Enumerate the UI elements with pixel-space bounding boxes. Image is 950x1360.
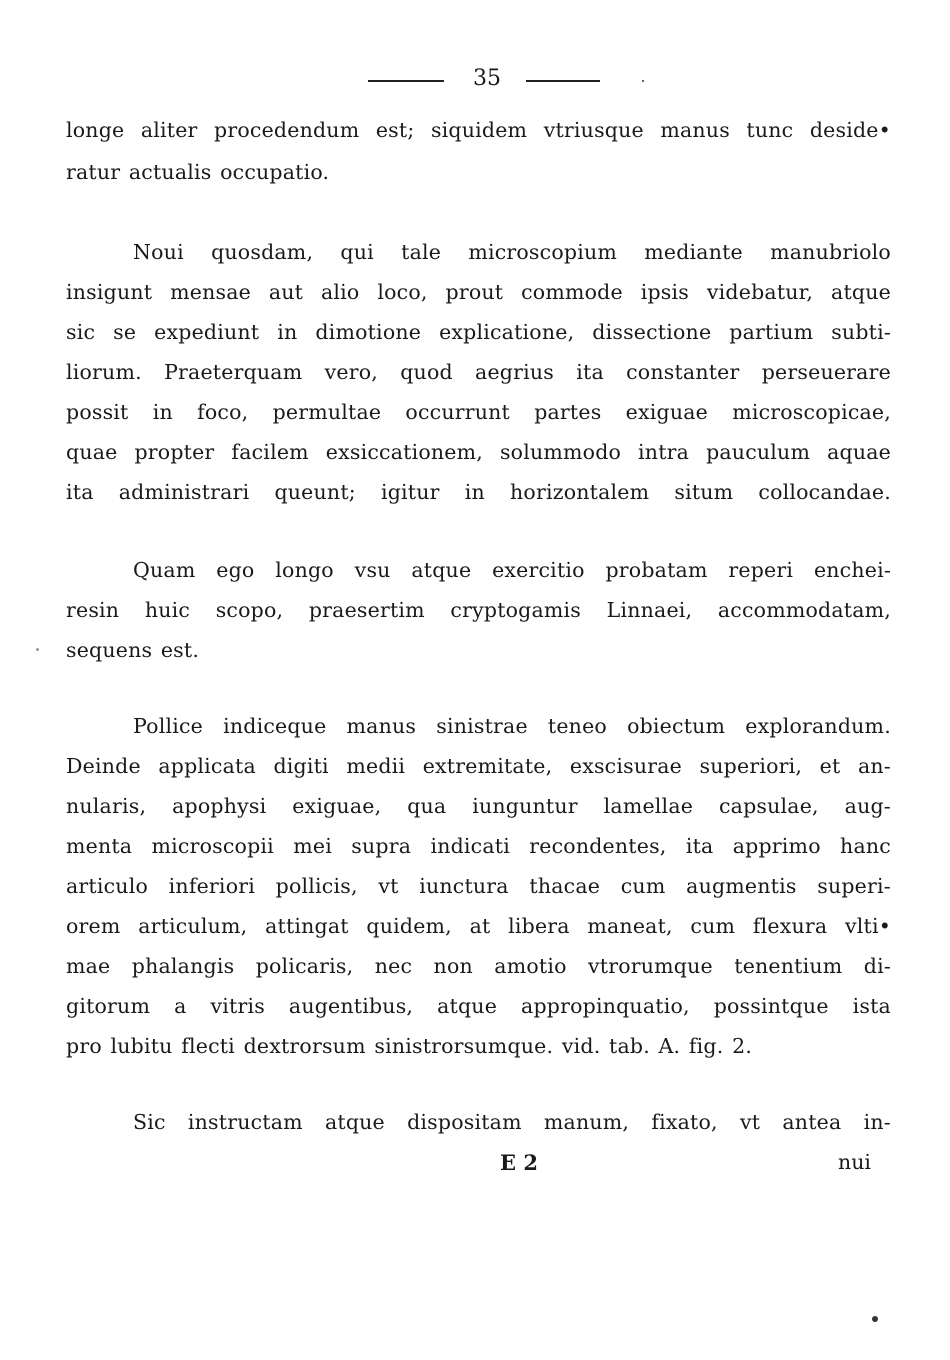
word: partium	[729, 320, 814, 344]
text-line	[66, 754, 891, 778]
word: situm	[674, 480, 734, 504]
word: exsiccationem,	[325, 440, 483, 464]
word: huic	[144, 598, 191, 622]
word: quidem,	[366, 914, 452, 938]
word: facilem	[231, 440, 309, 464]
word: iunctura	[419, 874, 509, 898]
word: extremitate,	[422, 754, 553, 778]
text-line	[66, 874, 891, 898]
page-header	[0, 66, 950, 96]
text-line	[133, 714, 891, 738]
word: Pollice	[133, 714, 203, 738]
word: Praeterquam	[164, 360, 303, 384]
word: procedendum	[214, 118, 360, 142]
word: vlti•	[844, 914, 891, 938]
word: qua	[407, 794, 447, 818]
word: A.	[658, 1034, 681, 1058]
word: instructam	[187, 1110, 303, 1134]
word: collocandae.	[758, 480, 891, 504]
word: sic	[66, 320, 96, 344]
word: ego	[216, 558, 255, 582]
word: vitris	[210, 994, 265, 1018]
word: quod	[400, 360, 453, 384]
word: pro	[66, 1034, 102, 1058]
text-line	[66, 1034, 891, 1058]
word: vero,	[324, 360, 378, 384]
word: superi-	[817, 874, 891, 898]
word: mediante	[644, 240, 743, 264]
word: flecti	[181, 1034, 235, 1058]
word: longo	[275, 558, 334, 582]
word: medii	[346, 754, 406, 778]
ink-speck	[872, 1316, 878, 1322]
word: se	[113, 320, 137, 344]
word: quae	[66, 440, 118, 464]
word: expediunt	[154, 320, 260, 344]
word: recondentes,	[529, 834, 667, 858]
word: gitorum	[66, 994, 151, 1018]
text-line	[66, 440, 891, 464]
word: tab.	[609, 1034, 650, 1058]
word: microscopicae,	[732, 400, 891, 424]
word: foco,	[197, 400, 249, 424]
word: alio	[321, 280, 360, 304]
word: prout	[445, 280, 504, 304]
word: qui	[340, 240, 374, 264]
word: Sic	[133, 1110, 166, 1134]
word: mei	[293, 834, 332, 858]
word: vid.	[561, 1034, 601, 1058]
text-line	[66, 794, 891, 818]
text-line	[66, 320, 891, 344]
word: apophysi	[172, 794, 267, 818]
word: di-	[863, 954, 891, 978]
word: aut	[268, 280, 304, 304]
word: propter	[134, 440, 215, 464]
text-line	[66, 638, 891, 662]
word: ista	[852, 994, 891, 1018]
word: indicati	[430, 834, 510, 858]
word: cum	[690, 914, 736, 938]
text-line	[66, 914, 891, 938]
word: manubriolo	[770, 240, 891, 264]
word: exiguae	[625, 400, 708, 424]
text-line	[133, 240, 891, 264]
word: partes	[534, 400, 602, 424]
text-line	[66, 834, 891, 858]
word: videbatur,	[706, 280, 814, 304]
word: teneo	[547, 714, 607, 738]
word: lamellae	[603, 794, 694, 818]
word: est.	[160, 638, 200, 662]
word: vt	[739, 1110, 761, 1134]
word: ita	[685, 834, 714, 858]
word: ratur	[66, 160, 121, 184]
word: est;	[375, 118, 415, 142]
word: liorum.	[66, 360, 142, 384]
word: at	[469, 914, 491, 938]
word: nularis,	[66, 794, 147, 818]
word: atque	[831, 280, 891, 304]
word: possintque	[713, 994, 829, 1018]
word: amotio	[494, 954, 567, 978]
text-line	[66, 994, 891, 1018]
word: insigunt	[66, 280, 153, 304]
word: solummodo	[499, 440, 622, 464]
word: scopo,	[215, 598, 284, 622]
word: tale	[401, 240, 442, 264]
word: explicatione,	[439, 320, 575, 344]
word: sinistrorsumque.	[374, 1034, 554, 1058]
header-rule-left	[368, 80, 444, 82]
word: sinistrae	[436, 714, 528, 738]
word: indiceque	[223, 714, 327, 738]
word: dissectione	[592, 320, 712, 344]
word: fig.	[688, 1034, 724, 1058]
word: enchei-	[813, 558, 891, 582]
word: intra	[638, 440, 690, 464]
word: reperi	[728, 558, 794, 582]
word: sequens	[66, 638, 153, 662]
word: augentibus,	[288, 994, 414, 1018]
text-line	[133, 1110, 891, 1134]
word: manus	[346, 714, 417, 738]
catchword: nui	[838, 1150, 871, 1174]
word: manum,	[543, 1110, 630, 1134]
word: explorandum.	[745, 714, 891, 738]
word: mae	[66, 954, 111, 978]
ink-speck	[642, 80, 644, 82]
text-line	[66, 118, 891, 142]
word: constanter	[626, 360, 740, 384]
word: mensae	[170, 280, 251, 304]
text-line	[66, 360, 891, 384]
word: applicata	[158, 754, 256, 778]
page-number: 35	[473, 66, 501, 91]
word: exercitio	[492, 558, 585, 582]
word: occurrunt	[405, 400, 510, 424]
word: fixato,	[651, 1110, 718, 1134]
word: Deinde	[66, 754, 141, 778]
word: aquae	[827, 440, 891, 464]
word: in	[277, 320, 298, 344]
word: occupatio.	[220, 160, 330, 184]
word: capsulae,	[718, 794, 819, 818]
word: pauculum	[706, 440, 811, 464]
word: attingat	[265, 914, 349, 938]
word: inferiori	[168, 874, 255, 898]
text-line	[133, 558, 891, 582]
word: antea	[782, 1110, 842, 1134]
word: maneat,	[587, 914, 673, 938]
word: actualis	[128, 160, 212, 184]
word: commode	[521, 280, 623, 304]
word: deside•	[809, 118, 891, 142]
word: in	[152, 400, 173, 424]
word: superiori,	[699, 754, 803, 778]
word: ipsis	[640, 280, 689, 304]
word: ita	[66, 480, 94, 504]
word: in	[464, 480, 485, 504]
word: Quam	[133, 558, 196, 582]
word: non	[433, 954, 473, 978]
word: vt	[378, 874, 399, 898]
word: phalangis	[131, 954, 235, 978]
header-rule-right	[526, 80, 600, 82]
text-line	[66, 598, 891, 622]
word: exscisurae	[569, 754, 682, 778]
word: manus	[660, 118, 730, 142]
word: vtrorumque	[588, 954, 713, 978]
text-line	[66, 954, 891, 978]
word: loco,	[377, 280, 428, 304]
word: cryptogamis	[450, 598, 582, 622]
word: a	[174, 994, 187, 1018]
word: obiectum	[627, 714, 726, 738]
word: tenentium	[734, 954, 843, 978]
word: resin	[66, 598, 120, 622]
word: in-	[863, 1110, 891, 1134]
word: possit	[66, 400, 129, 424]
word: subti-	[831, 320, 891, 344]
word: microscopii	[151, 834, 274, 858]
word: praesertim	[308, 598, 425, 622]
word: policaris,	[255, 954, 354, 978]
word: orem	[66, 914, 121, 938]
word: dextrorsum	[243, 1034, 366, 1058]
word: hanc	[840, 834, 891, 858]
word: vtriusque	[543, 118, 644, 142]
word: accommodatam,	[717, 598, 891, 622]
word: atque	[411, 558, 472, 582]
word: supra	[351, 834, 412, 858]
ink-speck	[36, 648, 39, 651]
word: atque	[437, 994, 498, 1018]
text-line	[66, 280, 891, 304]
word: digiti	[273, 754, 329, 778]
word: flexura	[752, 914, 828, 938]
word: appropinquatio,	[521, 994, 690, 1018]
word: Noui	[133, 240, 184, 264]
word: vsu	[354, 558, 391, 582]
word: articulum,	[138, 914, 248, 938]
word: an-	[857, 754, 891, 778]
word: siquidem	[430, 118, 528, 142]
word: menta	[66, 834, 133, 858]
word: thacae	[529, 874, 601, 898]
word: permultae	[272, 400, 382, 424]
word: quosdam,	[211, 240, 314, 264]
word: cum	[620, 874, 666, 898]
text-line	[66, 160, 891, 184]
word: aug-	[844, 794, 891, 818]
word: pollicis,	[275, 874, 358, 898]
word: dimotione	[315, 320, 422, 344]
word: dispositam	[407, 1110, 522, 1134]
word: lubitu	[110, 1034, 173, 1058]
signature-mark: E 2	[500, 1150, 538, 1175]
word: exiguae,	[292, 794, 382, 818]
word: tunc	[746, 118, 794, 142]
word: aegrius	[475, 360, 555, 384]
word: horizontalem	[510, 480, 650, 504]
word: aliter	[140, 118, 198, 142]
word: longe	[66, 118, 125, 142]
text-line	[66, 480, 891, 504]
word: perseuerare	[761, 360, 891, 384]
word: augmentis	[686, 874, 797, 898]
word: microscopium	[468, 240, 617, 264]
word: Linnaei,	[606, 598, 693, 622]
word: articulo	[66, 874, 148, 898]
word: atque	[324, 1110, 385, 1134]
word: apprimo	[732, 834, 821, 858]
word: ita	[576, 360, 604, 384]
word: nec	[374, 954, 413, 978]
word: libera	[508, 914, 570, 938]
word: et	[819, 754, 841, 778]
word: 2.	[732, 1034, 753, 1058]
word: igitur	[380, 480, 440, 504]
text-line	[66, 400, 891, 424]
word: iunguntur	[472, 794, 578, 818]
word: administrari	[118, 480, 250, 504]
word: probatam	[605, 558, 708, 582]
word: queunt;	[274, 480, 356, 504]
